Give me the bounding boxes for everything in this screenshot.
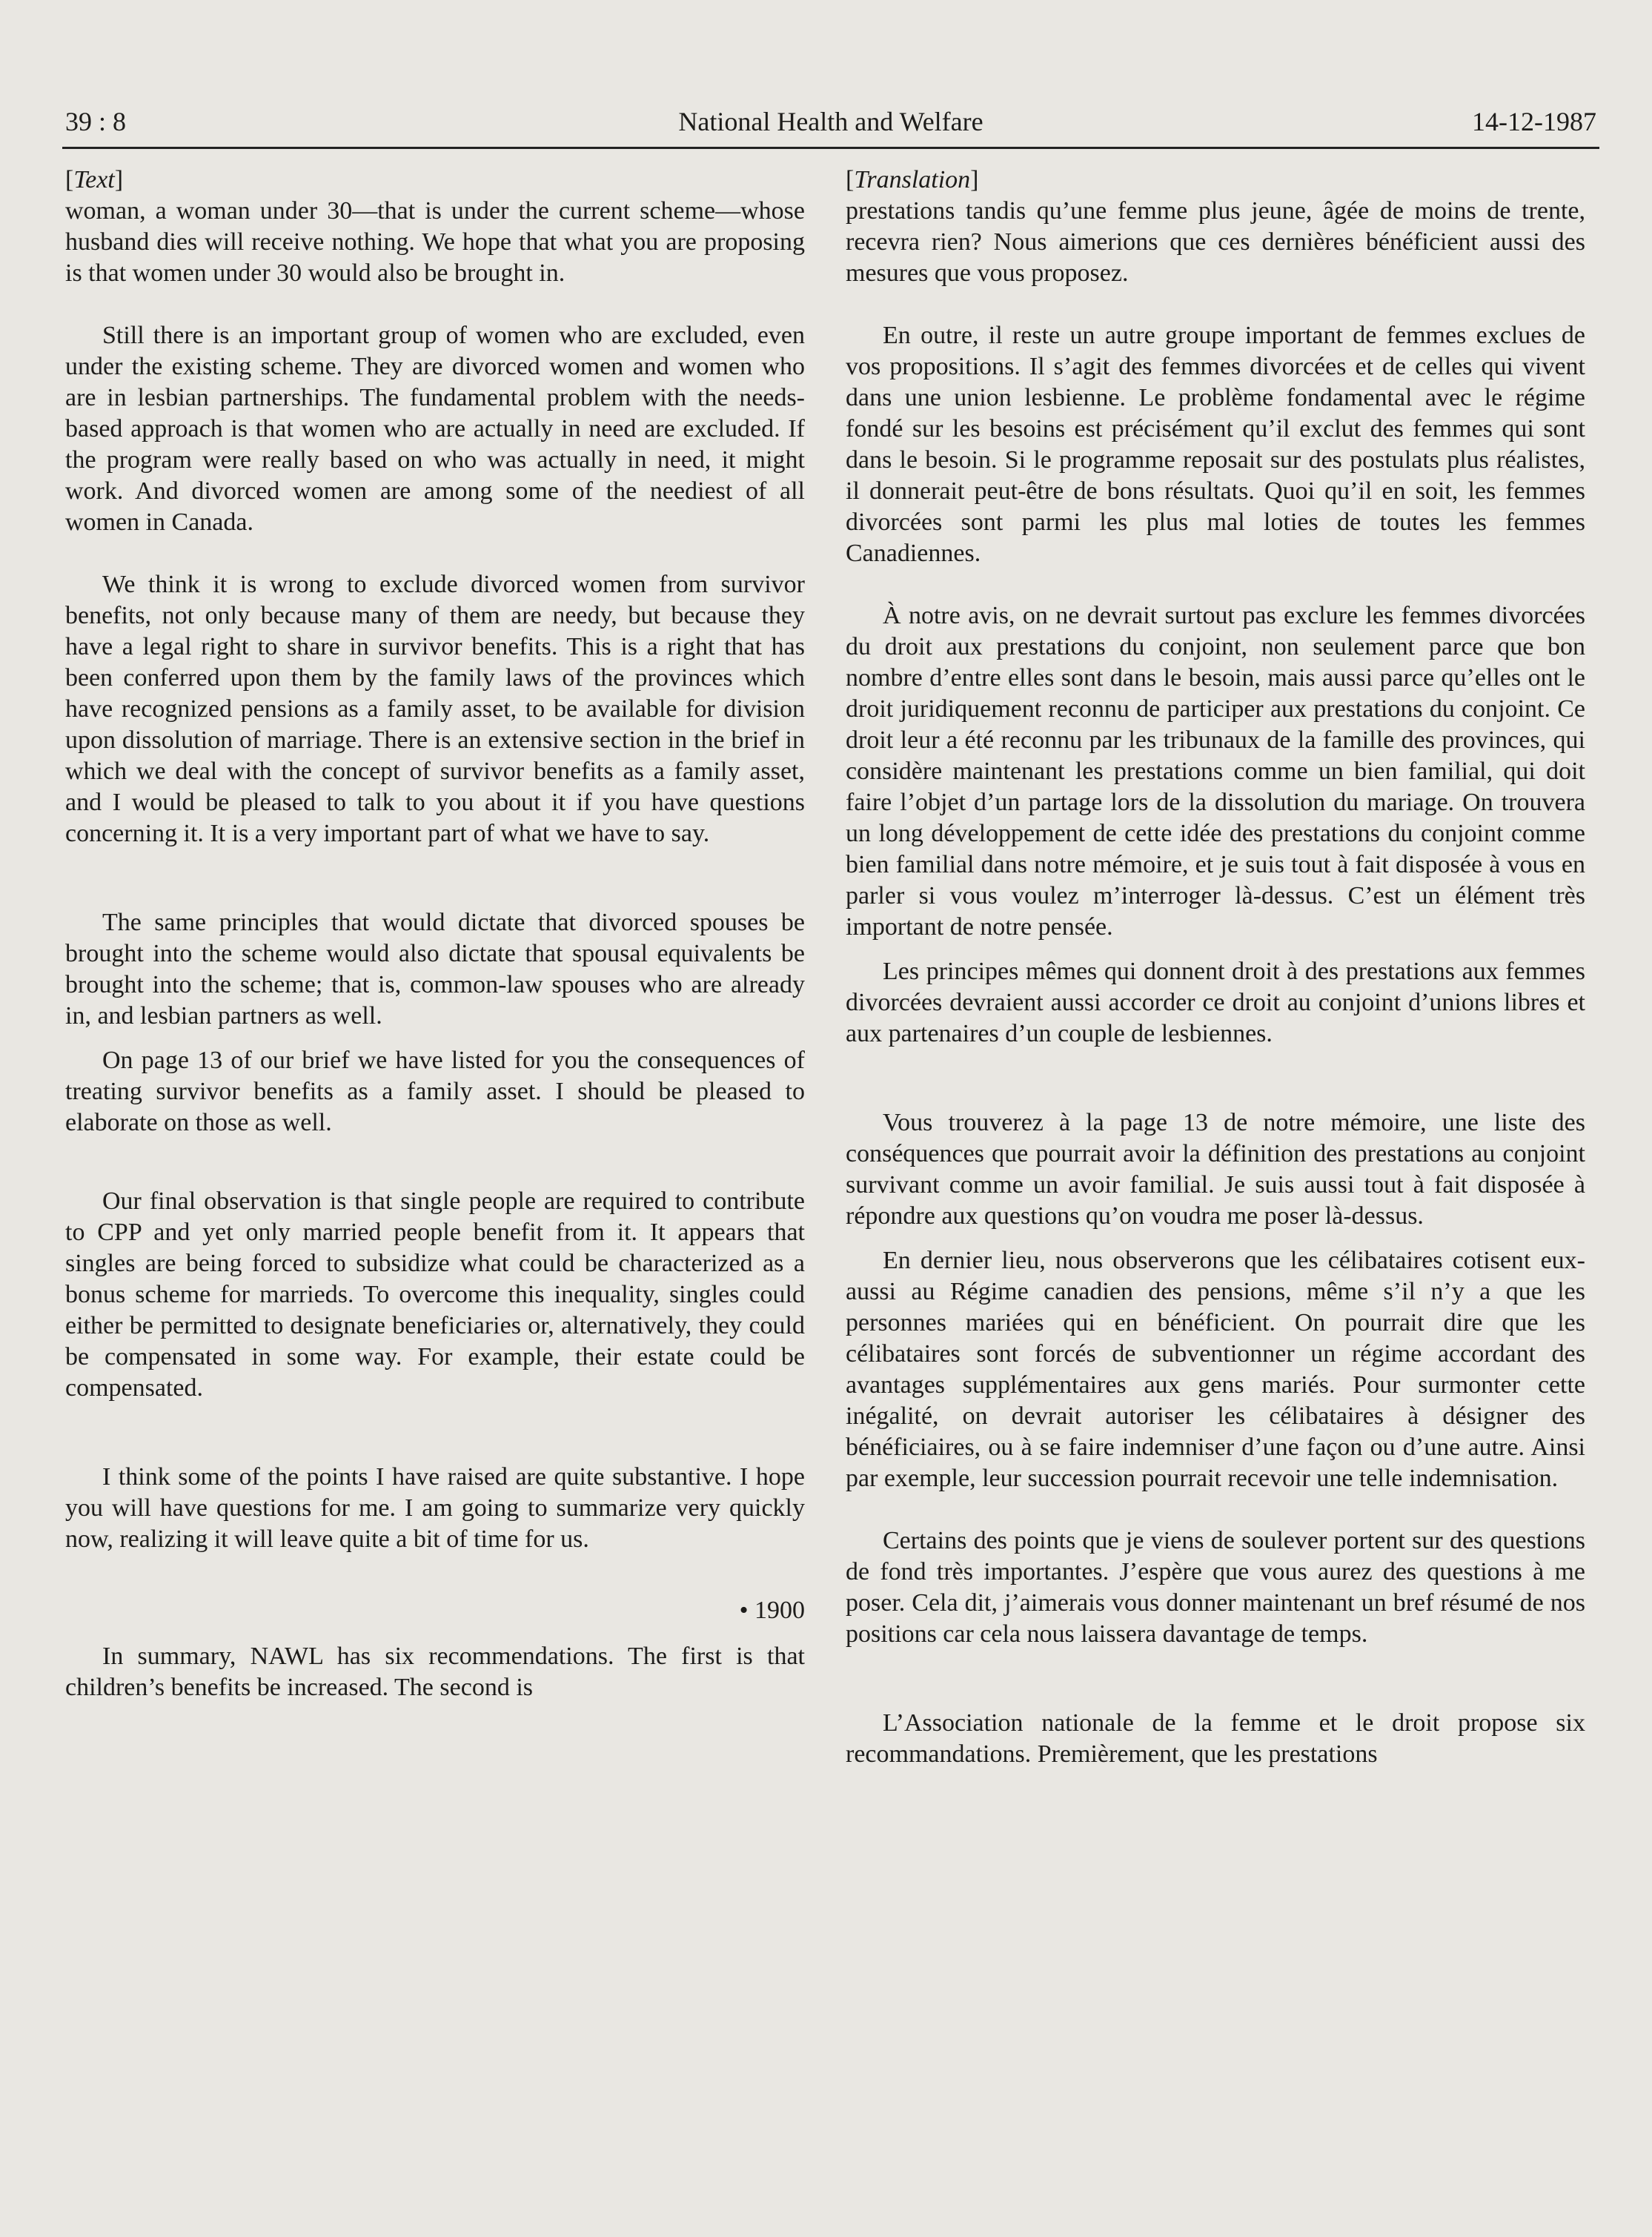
paragraph: En dernier lieu, nous observerons que les célibataires cotisent eux-aussi au Régime canadien des pensions, même s’il n’y a que les personnes mariées qui en bénéficient. On pourrait dire que les célibataires sont forcés de subventionner un régime accordant des avantages supplémentaires aux gens mariés. Pour surmonter cette inégalité, on devrait autoriser les célibataires à désigner des bénéficiaires, ou à se faire indemniser d’une façon ou d’une autre. Ainsi par exemple, leur succession pourrait recevoir une telle indemnisation. bbox=[846, 1247, 1585, 1492]
paragraph: Les principes mêmes qui donnent droit à des prestations aux femmes divorcées devraient aussi accorder ce droit au conjoint d’unions libres et aux partenaires d’un couple de lesbiennes. bbox=[846, 958, 1585, 1047]
time-marker: • 1900 bbox=[739, 1597, 805, 1624]
paragraph: The same principles that would dictate that divorced spouses be brought into the scheme would also dictate that spousal equivalents be brought into the scheme; that is, common-law spouses who are already in, and lesbian partners as well. bbox=[65, 909, 805, 1030]
page-number: 39 : 8 bbox=[65, 107, 127, 136]
translation-label-word: Translation bbox=[854, 166, 971, 193]
paragraph: Our final observation is that single people are required to contribute to CPP and yet only married people benefit from it. It appears that singles are being forced to subsidize what could be characterized as a bonus scheme for marrieds. To overcome this inequality, singles could either be permitted to designate beneficiaries or, alternatively, they could be compensated in some way. For example, their estate could be compensated. bbox=[65, 1187, 805, 1402]
bracket-close: ] bbox=[970, 166, 979, 193]
paragraph: En outre, il reste un autre groupe important de femmes exclues de vos propositions. Il s’agit des femmes divorcées et de celles qui vivent dans une union lesbienne. Le problème fondamental avec le régime fondé sur les besoins est précisément qu’il exclut des femmes qui sont dans le besoin. Si le programme reposait sur des postulats plus réalistes, il donnerait peut-être de bons résultats. Quoi qu’il en soit, les femmes divorcées sont parmi les plus mal loties de toutes les femmes Canadiennes. bbox=[846, 322, 1585, 567]
paragraph: I think some of the points I have raised are quite substantive. I hope you will have questions for me. I am going to summarize very quickly now, realizing it will leave quite a bit of time for us. bbox=[65, 1463, 805, 1553]
paragraph: Vous trouverez à la page 13 de notre mémoire, une liste des conséquences que pourrait avoir la définition des prestations au conjoint survivant comme un avoir familial. Je suis aussi tout à fait disposée à répondre aux questions qu’on voudra me poser là-dessus. bbox=[846, 1109, 1585, 1230]
page-header bbox=[62, 102, 1599, 149]
bracket-close: ] bbox=[114, 166, 124, 193]
paragraph: woman, a woman under 30—that is under the current scheme—whose husband dies will receive nothing. We hope that what you are proposing is that women under 30 would also be brought in. bbox=[65, 197, 805, 287]
publication-title: National Health and Welfare bbox=[678, 107, 983, 136]
paragraph: Certains des points que je viens de soulever portent sur des questions de fond très importantes. J’espère que vous aurez des questions à me poser. Cela dit, j’aimerais vous donner maintenant un bref résumé de nos positions car cela nous laissera davantage de temps. bbox=[846, 1527, 1585, 1648]
french-column bbox=[846, 165, 1585, 1770]
text-label bbox=[65, 165, 805, 196]
paragraph: prestations tandis qu’une femme plus jeune, âgée de moins de trente, recevra rien? Nous aimerions que ces dernières bénéficient aussi des mesures que vous proposez. bbox=[846, 197, 1585, 287]
paragraph: We think it is wrong to exclude divorced women from survivor benefits, not only because many of them are needy, but because they have a legal right to share in survivor benefits. This is a right that has been conferred upon them by the family laws of the provinces which have recognized pensions as a family asset, to be available for division upon dissolution of marriage. There is an extensive section in the brief in which we deal with the concept of survivor benefits as a family asset, and I would be pleased to talk to you about it if you have questions concerning it. It is a very important part of what we have to say. bbox=[65, 571, 805, 847]
text-label-word: Text bbox=[73, 166, 115, 193]
english-column bbox=[65, 165, 805, 1703]
page-date: 14-12-1987 bbox=[1472, 107, 1596, 136]
paragraph: L’Association nationale de la femme et le droit propose six recommandations. Premièrement, que les prestations bbox=[846, 1709, 1585, 1768]
bracket-open: [ bbox=[65, 166, 74, 193]
paragraph: In summary, NAWL has six recommendations. The first is that children’s benefits be increased. The second is bbox=[65, 1643, 805, 1701]
paragraph: À notre avis, on ne devrait surtout pas exclure les femmes divorcées du droit aux prestations du conjoint, non seulement parce que bon nombre d’entre elles sont dans le besoin, mais aussi parce qu’elles ont le droit juridiquement reconnu de participer aux prestations du conjoint. Ce droit leur a été reconnu par les tribunaux de la famille des provinces, qui considère maintenant les prestations comme un bien familial, qui doit faire l’objet d’un partage lors de la dissolution du mariage. On trouvera un long développement de cette idée des prestations du conjoint comme bien familial dans notre mémoire, et je suis tout à fait disposée à vous en parler si vous voulez m’interroger là-dessus. C’est un élément très important de notre pensée. bbox=[846, 602, 1585, 941]
paragraph: Still there is an important group of women who are excluded, even under the existing scheme. They are divorced women and women who are in lesbian partnerships. The fundamental problem with the needs-based approach is that women who are actually in need are excluded. If the program were really based on who was actually in need, it might work. And divorced women are among some of the neediest of all women in Canada. bbox=[65, 322, 805, 536]
bracket-open: [ bbox=[846, 166, 855, 193]
paragraph: On page 13 of our brief we have listed for you the consequences of treating survivor benefits as a family asset. I should be pleased to elaborate on those as well. bbox=[65, 1047, 805, 1136]
translation-label bbox=[846, 165, 1585, 196]
